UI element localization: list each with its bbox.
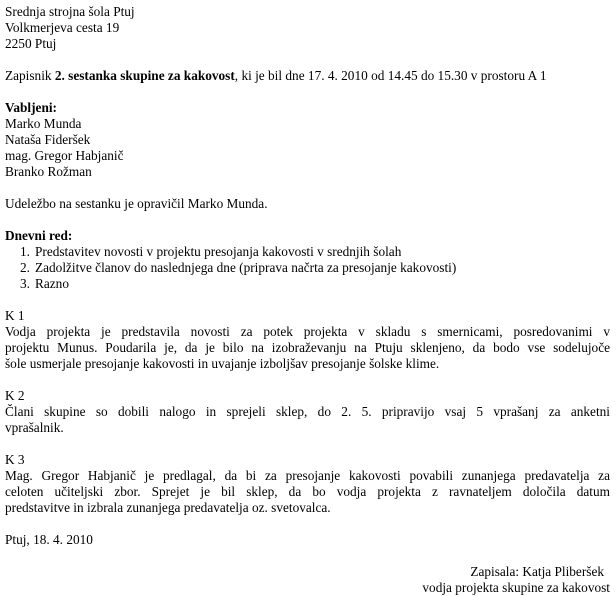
invited-person: mag. Gregor Habjanič	[5, 148, 124, 163]
agenda-item	[5, 244, 610, 260]
school-street: Volkmerjeva cesta 19	[5, 20, 120, 35]
section-k1	[5, 308, 610, 372]
intro-prefix: Zapisnik	[5, 68, 55, 83]
excused-note: Udeležbo na sestanku je opravičil Marko Munda.	[5, 196, 268, 211]
section-text-line: Člani skupine so dobili nalogo in sprejeli sklep, do 2. 5. pripravijo vsaj 5 vprašanj za anketni	[5, 404, 610, 419]
invited-person: Nataša Fideršek	[5, 132, 91, 147]
agenda-item-number: 3.	[20, 276, 30, 291]
invited-section	[5, 100, 610, 180]
invited-heading: Vabljeni:	[5, 100, 57, 115]
recorder-role: vodja projekta skupine za kakovost	[422, 580, 610, 595]
section-text-line: vprašalnik.	[5, 420, 64, 435]
agenda-heading: Dnevni red:	[5, 228, 73, 243]
section-text-line: predstavitve in izbrala zunanjega predavatelja oz. svetovalca.	[5, 500, 331, 515]
invited-person: Marko Munda	[5, 116, 82, 131]
intro-suffix: , ki je bil dne 17. 4. 2010 od 14.45 do 15.30 v prostoru A 1	[234, 68, 547, 83]
section-k3	[5, 452, 610, 516]
section-k2	[5, 388, 610, 436]
school-city: 2250 Ptuj	[5, 36, 57, 51]
invited-person: Branko Rožman	[5, 164, 92, 179]
school-name: Srednja strojna šola Ptuj	[5, 4, 135, 19]
agenda-item	[5, 276, 610, 292]
section-text-line: Vodja projekta je predstavila novosti za potek projekta v skladu s smernicami, posredovanimi v	[5, 324, 610, 339]
section-text-line: projektu Munus. Poudarila je, da je bilo na izobraževanju na Ptuju sklenjeno, da bodo vse sodelujoče	[5, 340, 610, 355]
agenda-item-number: 1.	[20, 244, 30, 259]
section-text-line: Mag. Gregor Habjanič je predlagal, da bi za presojanje kakovosti povabili zunanjega predavatelja za	[5, 468, 610, 483]
recorded-by: Zapisala: Katja Pliberšek	[470, 564, 604, 579]
minutes-intro	[5, 68, 610, 84]
agenda-item-text: Zadolžitve članov do naslednjega dne (priprava načrta za presojanje kakovosti)	[35, 260, 457, 275]
agenda-item-text: Predstavitev novosti v projektu presojanja kakovosti v srednjih šolah	[35, 244, 402, 259]
section-label: K 3	[5, 452, 25, 467]
agenda-item-text: Razno	[35, 276, 69, 291]
school-address	[5, 4, 610, 52]
signature-block	[5, 564, 610, 596]
place-date: Ptuj, 18. 4. 2010	[5, 532, 93, 547]
section-label: K 2	[5, 388, 25, 403]
meeting-title: 2. sestanka skupine za kakovost	[54, 68, 235, 83]
section-text-line: celoten učiteljski zbor. Sprejet je bil sklep, da bo vodja projekta z ravnateljem določila datum	[5, 484, 610, 499]
section-text-line: šole usmerjale presojanje kakovosti in uvajanje izboljšav presojanje šolske klime.	[5, 356, 440, 371]
agenda-section	[5, 228, 610, 292]
agenda-item	[5, 260, 610, 276]
agenda-item-number: 2.	[20, 260, 30, 275]
agenda-list	[5, 244, 610, 292]
document-page	[5, 4, 610, 596]
section-label: K 1	[5, 308, 25, 323]
